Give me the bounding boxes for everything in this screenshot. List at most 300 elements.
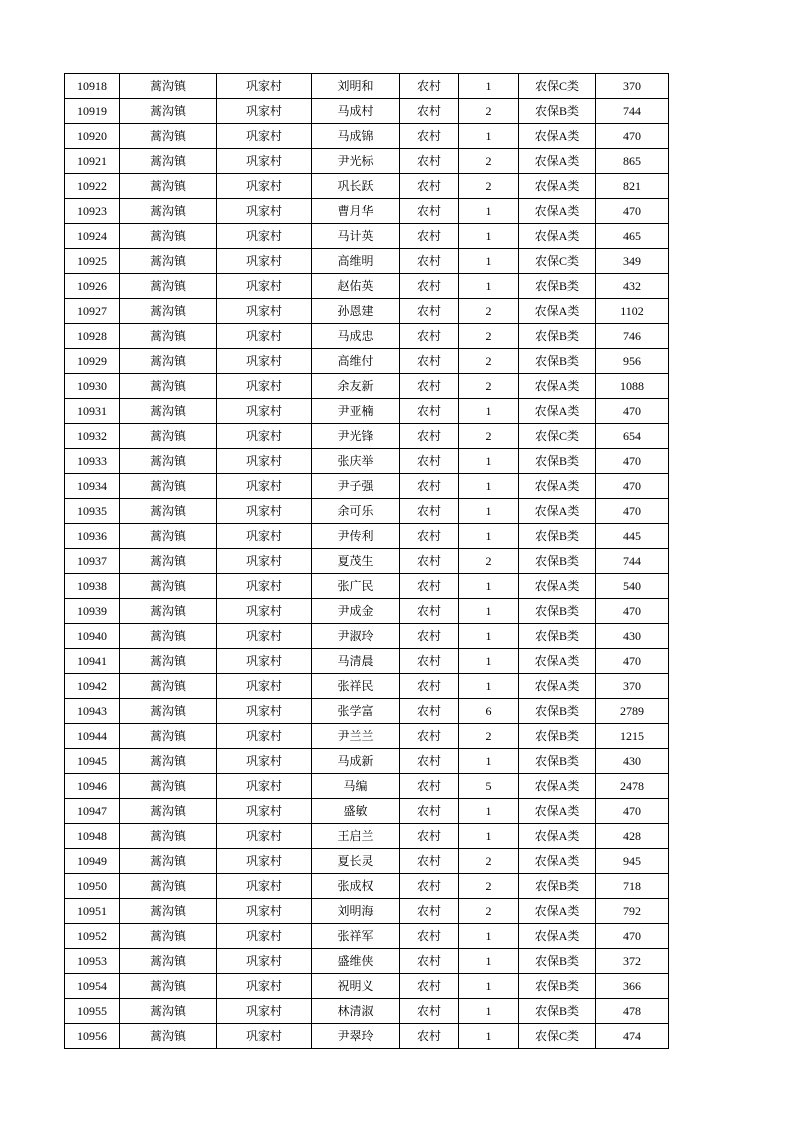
cell-town: 蒿沟镇 bbox=[120, 999, 217, 1024]
cell-count: 1 bbox=[459, 624, 519, 649]
cell-town: 蒿沟镇 bbox=[120, 249, 217, 274]
cell-type: 农村 bbox=[400, 124, 459, 149]
cell-name: 尹成金 bbox=[312, 599, 400, 624]
cell-id: 10926 bbox=[65, 274, 120, 299]
cell-amount: 1102 bbox=[596, 299, 669, 324]
cell-town: 蒿沟镇 bbox=[120, 474, 217, 499]
cell-name: 余可乐 bbox=[312, 499, 400, 524]
cell-id: 10936 bbox=[65, 524, 120, 549]
cell-village: 巩家村 bbox=[217, 249, 312, 274]
cell-name: 高维付 bbox=[312, 349, 400, 374]
cell-category: 农保C类 bbox=[519, 424, 596, 449]
cell-village: 巩家村 bbox=[217, 74, 312, 99]
table-row bbox=[65, 549, 669, 574]
cell-town: 蒿沟镇 bbox=[120, 149, 217, 174]
cell-category: 农保C类 bbox=[519, 74, 596, 99]
cell-village: 巩家村 bbox=[217, 199, 312, 224]
table-row bbox=[65, 1024, 669, 1049]
cell-village: 巩家村 bbox=[217, 674, 312, 699]
cell-count: 1 bbox=[459, 199, 519, 224]
cell-id: 10946 bbox=[65, 774, 120, 799]
cell-type: 农村 bbox=[400, 499, 459, 524]
cell-amount: 470 bbox=[596, 599, 669, 624]
cell-village: 巩家村 bbox=[217, 924, 312, 949]
cell-village: 巩家村 bbox=[217, 799, 312, 824]
cell-type: 农村 bbox=[400, 99, 459, 124]
cell-category: 农保A类 bbox=[519, 399, 596, 424]
cell-category: 农保C类 bbox=[519, 1024, 596, 1049]
cell-amount: 349 bbox=[596, 249, 669, 274]
cell-name: 巩长跃 bbox=[312, 174, 400, 199]
cell-town: 蒿沟镇 bbox=[120, 849, 217, 874]
cell-id: 10943 bbox=[65, 699, 120, 724]
cell-village: 巩家村 bbox=[217, 849, 312, 874]
table-row bbox=[65, 449, 669, 474]
cell-type: 农村 bbox=[400, 424, 459, 449]
cell-amount: 430 bbox=[596, 624, 669, 649]
cell-count: 1 bbox=[459, 249, 519, 274]
table-row bbox=[65, 124, 669, 149]
cell-id: 10953 bbox=[65, 949, 120, 974]
cell-id: 10934 bbox=[65, 474, 120, 499]
cell-count: 1 bbox=[459, 974, 519, 999]
cell-town: 蒿沟镇 bbox=[120, 574, 217, 599]
cell-count: 1 bbox=[459, 674, 519, 699]
cell-category: 农保A类 bbox=[519, 774, 596, 799]
cell-id: 10940 bbox=[65, 624, 120, 649]
cell-name: 夏茂生 bbox=[312, 549, 400, 574]
cell-count: 1 bbox=[459, 999, 519, 1024]
cell-count: 1 bbox=[459, 824, 519, 849]
cell-village: 巩家村 bbox=[217, 824, 312, 849]
cell-name: 尹光标 bbox=[312, 149, 400, 174]
cell-village: 巩家村 bbox=[217, 1024, 312, 1049]
table-row bbox=[65, 649, 669, 674]
cell-type: 农村 bbox=[400, 974, 459, 999]
cell-type: 农村 bbox=[400, 299, 459, 324]
cell-village: 巩家村 bbox=[217, 624, 312, 649]
cell-type: 农村 bbox=[400, 199, 459, 224]
table-row bbox=[65, 499, 669, 524]
table-row bbox=[65, 749, 669, 774]
cell-type: 农村 bbox=[400, 524, 459, 549]
cell-village: 巩家村 bbox=[217, 549, 312, 574]
cell-town: 蒿沟镇 bbox=[120, 874, 217, 899]
cell-amount: 470 bbox=[596, 799, 669, 824]
cell-id: 10942 bbox=[65, 674, 120, 699]
cell-village: 巩家村 bbox=[217, 749, 312, 774]
table-row bbox=[65, 999, 669, 1024]
cell-count: 1 bbox=[459, 124, 519, 149]
cell-amount: 432 bbox=[596, 274, 669, 299]
cell-type: 农村 bbox=[400, 699, 459, 724]
cell-type: 农村 bbox=[400, 474, 459, 499]
cell-town: 蒿沟镇 bbox=[120, 699, 217, 724]
cell-count: 2 bbox=[459, 299, 519, 324]
cell-name: 张庆举 bbox=[312, 449, 400, 474]
cell-category: 农保A类 bbox=[519, 849, 596, 874]
cell-village: 巩家村 bbox=[217, 874, 312, 899]
cell-count: 1 bbox=[459, 274, 519, 299]
cell-amount: 792 bbox=[596, 899, 669, 924]
cell-town: 蒿沟镇 bbox=[120, 274, 217, 299]
cell-name: 张成权 bbox=[312, 874, 400, 899]
cell-count: 2 bbox=[459, 374, 519, 399]
cell-type: 农村 bbox=[400, 999, 459, 1024]
cell-id: 10945 bbox=[65, 749, 120, 774]
cell-count: 2 bbox=[459, 899, 519, 924]
table-row bbox=[65, 674, 669, 699]
cell-count: 2 bbox=[459, 424, 519, 449]
cell-id: 10935 bbox=[65, 499, 120, 524]
cell-amount: 470 bbox=[596, 124, 669, 149]
cell-count: 2 bbox=[459, 174, 519, 199]
cell-name: 林清淑 bbox=[312, 999, 400, 1024]
table-row bbox=[65, 949, 669, 974]
table-row bbox=[65, 299, 669, 324]
cell-amount: 478 bbox=[596, 999, 669, 1024]
cell-amount: 718 bbox=[596, 874, 669, 899]
cell-type: 农村 bbox=[400, 849, 459, 874]
cell-town: 蒿沟镇 bbox=[120, 199, 217, 224]
cell-category: 农保B类 bbox=[519, 449, 596, 474]
table-row bbox=[65, 474, 669, 499]
cell-category: 农保B类 bbox=[519, 974, 596, 999]
cell-amount: 945 bbox=[596, 849, 669, 874]
cell-count: 1 bbox=[459, 74, 519, 99]
cell-count: 1 bbox=[459, 574, 519, 599]
cell-town: 蒿沟镇 bbox=[120, 299, 217, 324]
cell-amount: 470 bbox=[596, 649, 669, 674]
cell-category: 农保A类 bbox=[519, 799, 596, 824]
cell-town: 蒿沟镇 bbox=[120, 949, 217, 974]
cell-category: 农保A类 bbox=[519, 174, 596, 199]
cell-type: 农村 bbox=[400, 274, 459, 299]
cell-name: 张广民 bbox=[312, 574, 400, 599]
cell-type: 农村 bbox=[400, 924, 459, 949]
cell-village: 巩家村 bbox=[217, 124, 312, 149]
cell-id: 10924 bbox=[65, 224, 120, 249]
cell-town: 蒿沟镇 bbox=[120, 674, 217, 699]
cell-count: 2 bbox=[459, 99, 519, 124]
cell-name: 马计英 bbox=[312, 224, 400, 249]
cell-id: 10951 bbox=[65, 899, 120, 924]
cell-name: 马成新 bbox=[312, 749, 400, 774]
table-row bbox=[65, 924, 669, 949]
cell-type: 农村 bbox=[400, 899, 459, 924]
cell-amount: 654 bbox=[596, 424, 669, 449]
cell-name: 张学富 bbox=[312, 699, 400, 724]
cell-town: 蒿沟镇 bbox=[120, 649, 217, 674]
cell-name: 高维明 bbox=[312, 249, 400, 274]
cell-category: 农保B类 bbox=[519, 624, 596, 649]
cell-category: 农保B类 bbox=[519, 949, 596, 974]
cell-amount: 470 bbox=[596, 449, 669, 474]
cell-id: 10938 bbox=[65, 574, 120, 599]
cell-type: 农村 bbox=[400, 324, 459, 349]
cell-town: 蒿沟镇 bbox=[120, 774, 217, 799]
table-row bbox=[65, 349, 669, 374]
cell-count: 1 bbox=[459, 474, 519, 499]
cell-amount: 1088 bbox=[596, 374, 669, 399]
cell-name: 马成忠 bbox=[312, 324, 400, 349]
cell-village: 巩家村 bbox=[217, 724, 312, 749]
cell-category: 农保A类 bbox=[519, 199, 596, 224]
cell-id: 10929 bbox=[65, 349, 120, 374]
cell-id: 10931 bbox=[65, 399, 120, 424]
table-row bbox=[65, 224, 669, 249]
cell-amount: 428 bbox=[596, 824, 669, 849]
cell-type: 农村 bbox=[400, 649, 459, 674]
cell-count: 1 bbox=[459, 1024, 519, 1049]
cell-town: 蒿沟镇 bbox=[120, 424, 217, 449]
cell-village: 巩家村 bbox=[217, 324, 312, 349]
cell-name: 尹兰兰 bbox=[312, 724, 400, 749]
cell-name: 王启兰 bbox=[312, 824, 400, 849]
cell-amount: 366 bbox=[596, 974, 669, 999]
cell-town: 蒿沟镇 bbox=[120, 1024, 217, 1049]
cell-category: 农保B类 bbox=[519, 99, 596, 124]
cell-category: 农保A类 bbox=[519, 924, 596, 949]
cell-type: 农村 bbox=[400, 749, 459, 774]
cell-amount: 470 bbox=[596, 499, 669, 524]
cell-town: 蒿沟镇 bbox=[120, 749, 217, 774]
cell-town: 蒿沟镇 bbox=[120, 449, 217, 474]
cell-town: 蒿沟镇 bbox=[120, 624, 217, 649]
cell-amount: 470 bbox=[596, 474, 669, 499]
cell-type: 农村 bbox=[400, 824, 459, 849]
cell-category: 农保B类 bbox=[519, 324, 596, 349]
cell-name: 尹传利 bbox=[312, 524, 400, 549]
cell-amount: 1215 bbox=[596, 724, 669, 749]
table-row bbox=[65, 774, 669, 799]
cell-id: 10918 bbox=[65, 74, 120, 99]
cell-name: 尹翠玲 bbox=[312, 1024, 400, 1049]
table-row bbox=[65, 524, 669, 549]
cell-id: 10933 bbox=[65, 449, 120, 474]
cell-town: 蒿沟镇 bbox=[120, 499, 217, 524]
cell-category: 农保A类 bbox=[519, 499, 596, 524]
cell-amount: 370 bbox=[596, 674, 669, 699]
cell-town: 蒿沟镇 bbox=[120, 724, 217, 749]
cell-name: 尹光锋 bbox=[312, 424, 400, 449]
cell-type: 农村 bbox=[400, 574, 459, 599]
cell-type: 农村 bbox=[400, 1024, 459, 1049]
cell-type: 农村 bbox=[400, 374, 459, 399]
cell-amount: 465 bbox=[596, 224, 669, 249]
table-row bbox=[65, 699, 669, 724]
cell-village: 巩家村 bbox=[217, 999, 312, 1024]
cell-id: 10952 bbox=[65, 924, 120, 949]
cell-id: 10921 bbox=[65, 149, 120, 174]
cell-category: 农保A类 bbox=[519, 149, 596, 174]
cell-village: 巩家村 bbox=[217, 399, 312, 424]
cell-type: 农村 bbox=[400, 949, 459, 974]
cell-town: 蒿沟镇 bbox=[120, 899, 217, 924]
cell-village: 巩家村 bbox=[217, 699, 312, 724]
cell-type: 农村 bbox=[400, 874, 459, 899]
cell-type: 农村 bbox=[400, 399, 459, 424]
cell-count: 1 bbox=[459, 924, 519, 949]
cell-name: 尹子强 bbox=[312, 474, 400, 499]
cell-town: 蒿沟镇 bbox=[120, 224, 217, 249]
cell-type: 农村 bbox=[400, 724, 459, 749]
cell-village: 巩家村 bbox=[217, 599, 312, 624]
cell-amount: 744 bbox=[596, 99, 669, 124]
cell-id: 10920 bbox=[65, 124, 120, 149]
cell-amount: 540 bbox=[596, 574, 669, 599]
cell-name: 马成锦 bbox=[312, 124, 400, 149]
cell-category: 农保A类 bbox=[519, 674, 596, 699]
cell-name: 张祥民 bbox=[312, 674, 400, 699]
cell-village: 巩家村 bbox=[217, 149, 312, 174]
cell-town: 蒿沟镇 bbox=[120, 99, 217, 124]
cell-category: 农保A类 bbox=[519, 899, 596, 924]
cell-village: 巩家村 bbox=[217, 974, 312, 999]
cell-village: 巩家村 bbox=[217, 949, 312, 974]
table-row bbox=[65, 149, 669, 174]
cell-count: 2 bbox=[459, 549, 519, 574]
cell-count: 2 bbox=[459, 724, 519, 749]
cell-amount: 372 bbox=[596, 949, 669, 974]
table-row bbox=[65, 174, 669, 199]
cell-village: 巩家村 bbox=[217, 274, 312, 299]
cell-village: 巩家村 bbox=[217, 374, 312, 399]
cell-amount: 445 bbox=[596, 524, 669, 549]
cell-id: 10939 bbox=[65, 599, 120, 624]
cell-village: 巩家村 bbox=[217, 349, 312, 374]
cell-town: 蒿沟镇 bbox=[120, 799, 217, 824]
table-row bbox=[65, 599, 669, 624]
cell-count: 1 bbox=[459, 449, 519, 474]
cell-name: 尹淑玲 bbox=[312, 624, 400, 649]
cell-town: 蒿沟镇 bbox=[120, 549, 217, 574]
cell-count: 1 bbox=[459, 749, 519, 774]
table-row bbox=[65, 99, 669, 124]
table-row bbox=[65, 424, 669, 449]
cell-town: 蒿沟镇 bbox=[120, 324, 217, 349]
cell-town: 蒿沟镇 bbox=[120, 599, 217, 624]
cell-category: 农保A类 bbox=[519, 224, 596, 249]
cell-count: 1 bbox=[459, 224, 519, 249]
cell-category: 农保B类 bbox=[519, 549, 596, 574]
cell-type: 农村 bbox=[400, 249, 459, 274]
table-row bbox=[65, 799, 669, 824]
table-row bbox=[65, 399, 669, 424]
cell-amount: 821 bbox=[596, 174, 669, 199]
table-row bbox=[65, 874, 669, 899]
cell-id: 10928 bbox=[65, 324, 120, 349]
cell-village: 巩家村 bbox=[217, 424, 312, 449]
cell-category: 农保B类 bbox=[519, 274, 596, 299]
cell-village: 巩家村 bbox=[217, 899, 312, 924]
cell-name: 马编 bbox=[312, 774, 400, 799]
cell-count: 1 bbox=[459, 599, 519, 624]
cell-id: 10949 bbox=[65, 849, 120, 874]
cell-amount: 470 bbox=[596, 924, 669, 949]
cell-town: 蒿沟镇 bbox=[120, 74, 217, 99]
cell-category: 农保C类 bbox=[519, 249, 596, 274]
cell-type: 农村 bbox=[400, 774, 459, 799]
cell-id: 10923 bbox=[65, 199, 120, 224]
cell-name: 马清晨 bbox=[312, 649, 400, 674]
cell-count: 1 bbox=[459, 524, 519, 549]
cell-category: 农保B类 bbox=[519, 999, 596, 1024]
cell-name: 孙恩建 bbox=[312, 299, 400, 324]
cell-name: 夏长灵 bbox=[312, 849, 400, 874]
cell-town: 蒿沟镇 bbox=[120, 399, 217, 424]
table-row bbox=[65, 324, 669, 349]
table-row bbox=[65, 374, 669, 399]
cell-name: 刘明和 bbox=[312, 74, 400, 99]
cell-name: 曹月华 bbox=[312, 199, 400, 224]
table-row bbox=[65, 249, 669, 274]
table-row bbox=[65, 899, 669, 924]
cell-type: 农村 bbox=[400, 174, 459, 199]
cell-type: 农村 bbox=[400, 74, 459, 99]
cell-type: 农村 bbox=[400, 599, 459, 624]
cell-count: 5 bbox=[459, 774, 519, 799]
cell-type: 农村 bbox=[400, 224, 459, 249]
cell-amount: 746 bbox=[596, 324, 669, 349]
cell-id: 10922 bbox=[65, 174, 120, 199]
cell-category: 农保A类 bbox=[519, 374, 596, 399]
cell-town: 蒿沟镇 bbox=[120, 924, 217, 949]
cell-id: 10950 bbox=[65, 874, 120, 899]
cell-count: 2 bbox=[459, 149, 519, 174]
cell-category: 农保B类 bbox=[519, 874, 596, 899]
cell-amount: 865 bbox=[596, 149, 669, 174]
cell-village: 巩家村 bbox=[217, 99, 312, 124]
table-row bbox=[65, 199, 669, 224]
cell-village: 巩家村 bbox=[217, 474, 312, 499]
cell-count: 1 bbox=[459, 399, 519, 424]
cell-id: 10932 bbox=[65, 424, 120, 449]
cell-id: 10944 bbox=[65, 724, 120, 749]
cell-category: 农保B类 bbox=[519, 599, 596, 624]
cell-type: 农村 bbox=[400, 549, 459, 574]
cell-category: 农保A类 bbox=[519, 824, 596, 849]
cell-village: 巩家村 bbox=[217, 174, 312, 199]
cell-id: 10955 bbox=[65, 999, 120, 1024]
cell-name: 张祥军 bbox=[312, 924, 400, 949]
cell-amount: 474 bbox=[596, 1024, 669, 1049]
cell-category: 农保B类 bbox=[519, 749, 596, 774]
table-row bbox=[65, 624, 669, 649]
cell-category: 农保A类 bbox=[519, 124, 596, 149]
table-row bbox=[65, 974, 669, 999]
cell-type: 农村 bbox=[400, 624, 459, 649]
cell-count: 1 bbox=[459, 949, 519, 974]
cell-town: 蒿沟镇 bbox=[120, 524, 217, 549]
cell-type: 农村 bbox=[400, 449, 459, 474]
cell-count: 1 bbox=[459, 499, 519, 524]
cell-id: 10948 bbox=[65, 824, 120, 849]
cell-category: 农保A类 bbox=[519, 574, 596, 599]
cell-name: 祝明义 bbox=[312, 974, 400, 999]
table-row bbox=[65, 74, 669, 99]
cell-id: 10919 bbox=[65, 99, 120, 124]
cell-name: 盛维侠 bbox=[312, 949, 400, 974]
cell-id: 10925 bbox=[65, 249, 120, 274]
cell-amount: 470 bbox=[596, 399, 669, 424]
cell-count: 1 bbox=[459, 799, 519, 824]
cell-amount: 470 bbox=[596, 199, 669, 224]
cell-village: 巩家村 bbox=[217, 299, 312, 324]
cell-id: 10930 bbox=[65, 374, 120, 399]
cell-count: 1 bbox=[459, 649, 519, 674]
cell-amount: 744 bbox=[596, 549, 669, 574]
